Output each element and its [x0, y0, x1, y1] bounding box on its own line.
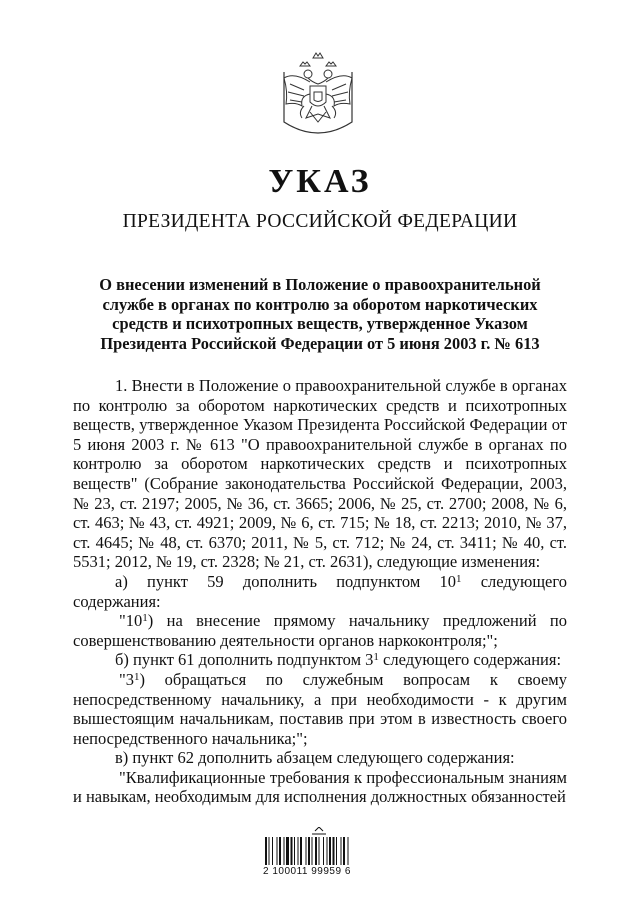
heading-line: службе в органах по контролю за оборотом наркотических [102, 294, 538, 314]
barcode-bar [298, 837, 299, 865]
subpoint-c-quote: "Квалификационные требования к профессиональным знаниям и навыкам, необходимым для исполнения должностных обязанностей [73, 767, 567, 807]
barcode-bar [319, 837, 320, 865]
subpoint-b-quote: "$3^1$) обращаться по служебным вопросам к своему непосредственному начальнику, а при необходимости - к другим вышестоящим начальникам, поставив при этом в известность своего непосредственного начальника;"; [73, 669, 567, 748]
barcode-bar [272, 837, 273, 865]
barcode-bar [306, 837, 307, 865]
barcode-bar [291, 837, 293, 865]
barcode-bar [315, 837, 317, 865]
coat-of-arms-emblem [280, 52, 356, 142]
barcode-bar [327, 837, 328, 865]
subpoint-c: в) пункт 62 дополнить абзацем следующего содержания: [115, 748, 515, 768]
document-body [73, 376, 567, 807]
barcode-bar [341, 837, 342, 865]
subpoint-a: а) пункт 59 дополнить подпунктом $10^1$ следующего содержания: [73, 571, 567, 611]
barcode-bar [300, 837, 302, 865]
barcode-bar [343, 837, 345, 865]
barcode-bar [279, 837, 281, 865]
barcode-bar [336, 837, 337, 865]
heading-line: О внесении изменений в Положение о правоохранительной [99, 275, 541, 294]
document-heading [95, 275, 545, 353]
paragraph-1: 1. Внести в Положение о правоохранительной службе в органах по контролю за оборотом наркотических средств и психотропных веществ, утвержденное Указом Президента Российской Федерации от 5 июня 2003 г. № 613 "О правоохранительной службе в органах по контролю за оборотом наркотических средств и психотропных веществ" (Собрание законодательства Российской Федерации, 2003, № 23, ст. 2197; 2005, № 36, ст. 3665; 2006, № 25, ст. 2700; 2008, № 6, ст. 463; № 43, ст. 4921; 2009, № 6, ст. 715; № 18, ст. 2213; 2010, № 37, ст. 4645; № 48, ст. 6370; 2011, № 5, ст. 712; № 24, ст. 3411; № 40, ст. 5531; 2012, № 19, ст. 2328; № 21, ст. 2631), следующие изменения: [73, 376, 567, 572]
subpoint-a-quote: "$10^1$) на внесение прямому начальнику предложений по совершенствованию деятельности органов наркоконтроля;"; [73, 611, 567, 650]
barcode-bar [333, 837, 335, 865]
barcode-bar [286, 837, 289, 865]
document-subtitle: ПРЕЗИДЕНТА РОССИЙСКОЙ ФЕДЕРАЦИИ [122, 211, 518, 232]
barcode-bar [277, 837, 278, 865]
heading-line: средств и психотропных веществ, утвержденное Указом [112, 314, 528, 333]
document-title: УКАЗ [268, 163, 372, 200]
heading-line: Президента Российской Федерации от 5 июня 2003 г. № 613 [100, 333, 540, 353]
barcode-number: 2 100011 99959 6 [263, 866, 351, 877]
barcode-bar [312, 837, 313, 865]
barcode-bar [294, 837, 295, 865]
barcode-bar [269, 837, 270, 865]
barcode-bar [348, 837, 349, 865]
barcode-bar [284, 837, 285, 865]
barcode-bar [265, 837, 267, 865]
barcode-bar [329, 837, 331, 865]
subpoint-b: б) пункт 61 дополнить подпунктом $3^1$ следующего содержания: [115, 650, 562, 670]
barcode-bar [323, 837, 324, 865]
barcode-bar [308, 837, 310, 865]
